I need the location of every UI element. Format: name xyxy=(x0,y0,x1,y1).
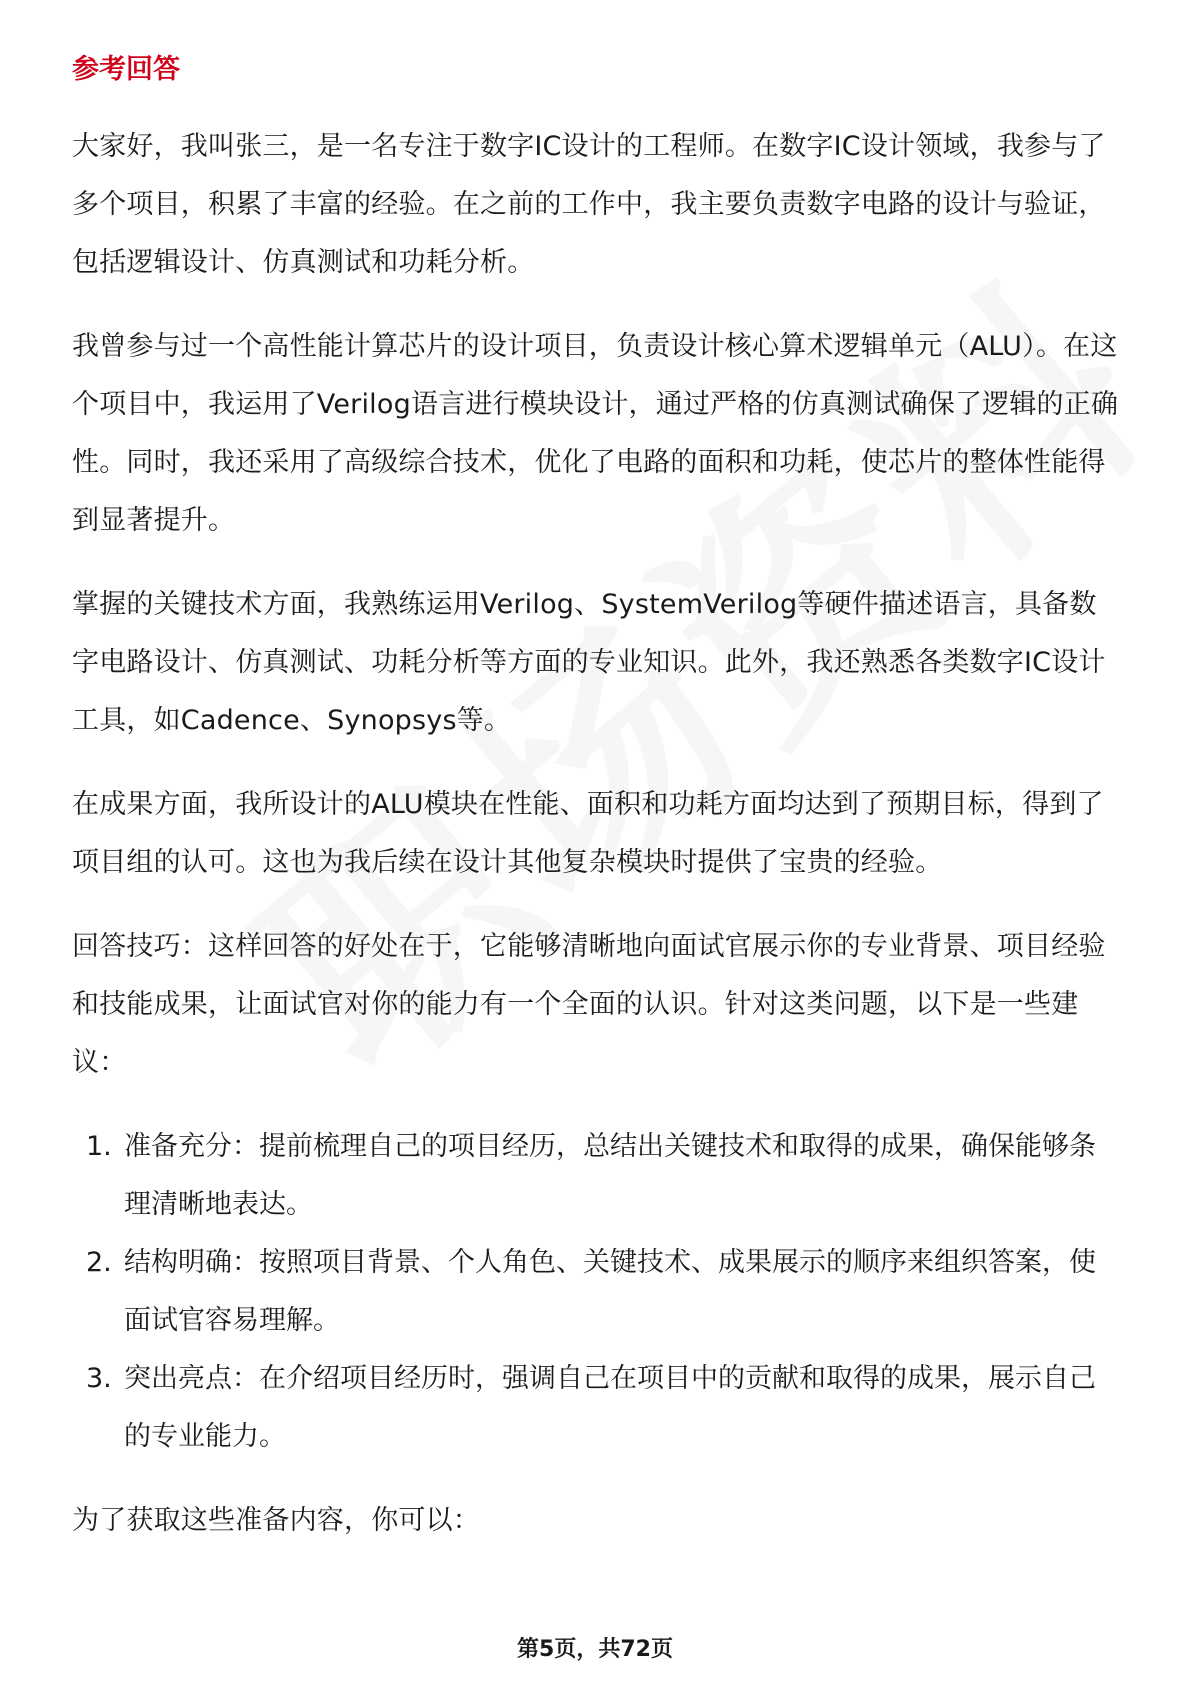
paragraph-project: 我曾参与过一个高性能计算芯片的设计项目，负责设计核心算术逻辑单元（ALU）。在这个项目中，我运用了Verilog语言进行模块设计，通过严格的仿真测试确保了逻辑的正确性。同时，我还采用了高级综合技术，优化了电路的面积和功耗，使芯片的整体性能得到显著提升。 xyxy=(72,331,1119,536)
page-number: 第5页，共72页 xyxy=(517,1637,673,1662)
section-heading: 参考回答 xyxy=(72,54,180,85)
list-item-text: 结构明确：按照项目背景、个人角色、关键技术、成果展示的顺序来组织答案，使面试官容易理解。 xyxy=(124,1247,1096,1336)
list-item-text: 准备充分：提前梳理自己的项目经历，总结出关键技术和取得的成果，确保能够条理清晰地表达。 xyxy=(124,1131,1096,1220)
paragraph-tips-intro: 回答技巧：这样回答的好处在于，它能够清晰地向面试官展示你的专业背景、项目经验和技能成果，让面试官对你的能力有一个全面的认识。针对这类问题，以下是一些建议： xyxy=(72,931,1106,1078)
list-number: 1. xyxy=(86,1131,112,1162)
list-number: 3. xyxy=(86,1363,112,1394)
paragraph-intro: 大家好，我叫张三，是一名专注于数字IC设计的工程师。在数字IC设计领域，我参与了多个项目，积累了丰富的经验。在之前的工作中，我主要负责数字电路的设计与验证，包括逻辑设计、仿真测试和功耗分析。 xyxy=(72,131,1106,278)
list-item xyxy=(72,1118,1122,1234)
list-item xyxy=(72,1350,1122,1466)
document-body xyxy=(72,50,1122,1576)
tips-list xyxy=(72,1118,1122,1466)
paragraph-skills: 掌握的关键技术方面，我熟练运用Verilog、SystemVerilog等硬件描述语言，具备数字电路设计、仿真测试、功耗分析等方面的专业知识。此外，我还熟悉各类数字IC设计工具，如Cadence、Synopsys等。 xyxy=(72,589,1106,736)
list-number: 2. xyxy=(86,1247,112,1278)
paragraph-results: 在成果方面，我所设计的ALU模块在性能、面积和功耗方面均达到了预期目标，得到了项目组的认可。这也为我后续在设计其他复杂模块时提供了宝贵的经验。 xyxy=(72,789,1104,878)
list-item-text: 突出亮点：在介绍项目经历时，强调自己在项目中的贡献和取得的成果，展示自己的专业能力。 xyxy=(124,1363,1096,1452)
list-item xyxy=(72,1234,1122,1350)
paragraph-closing: 为了获取这些准备内容，你可以： xyxy=(72,1505,480,1536)
